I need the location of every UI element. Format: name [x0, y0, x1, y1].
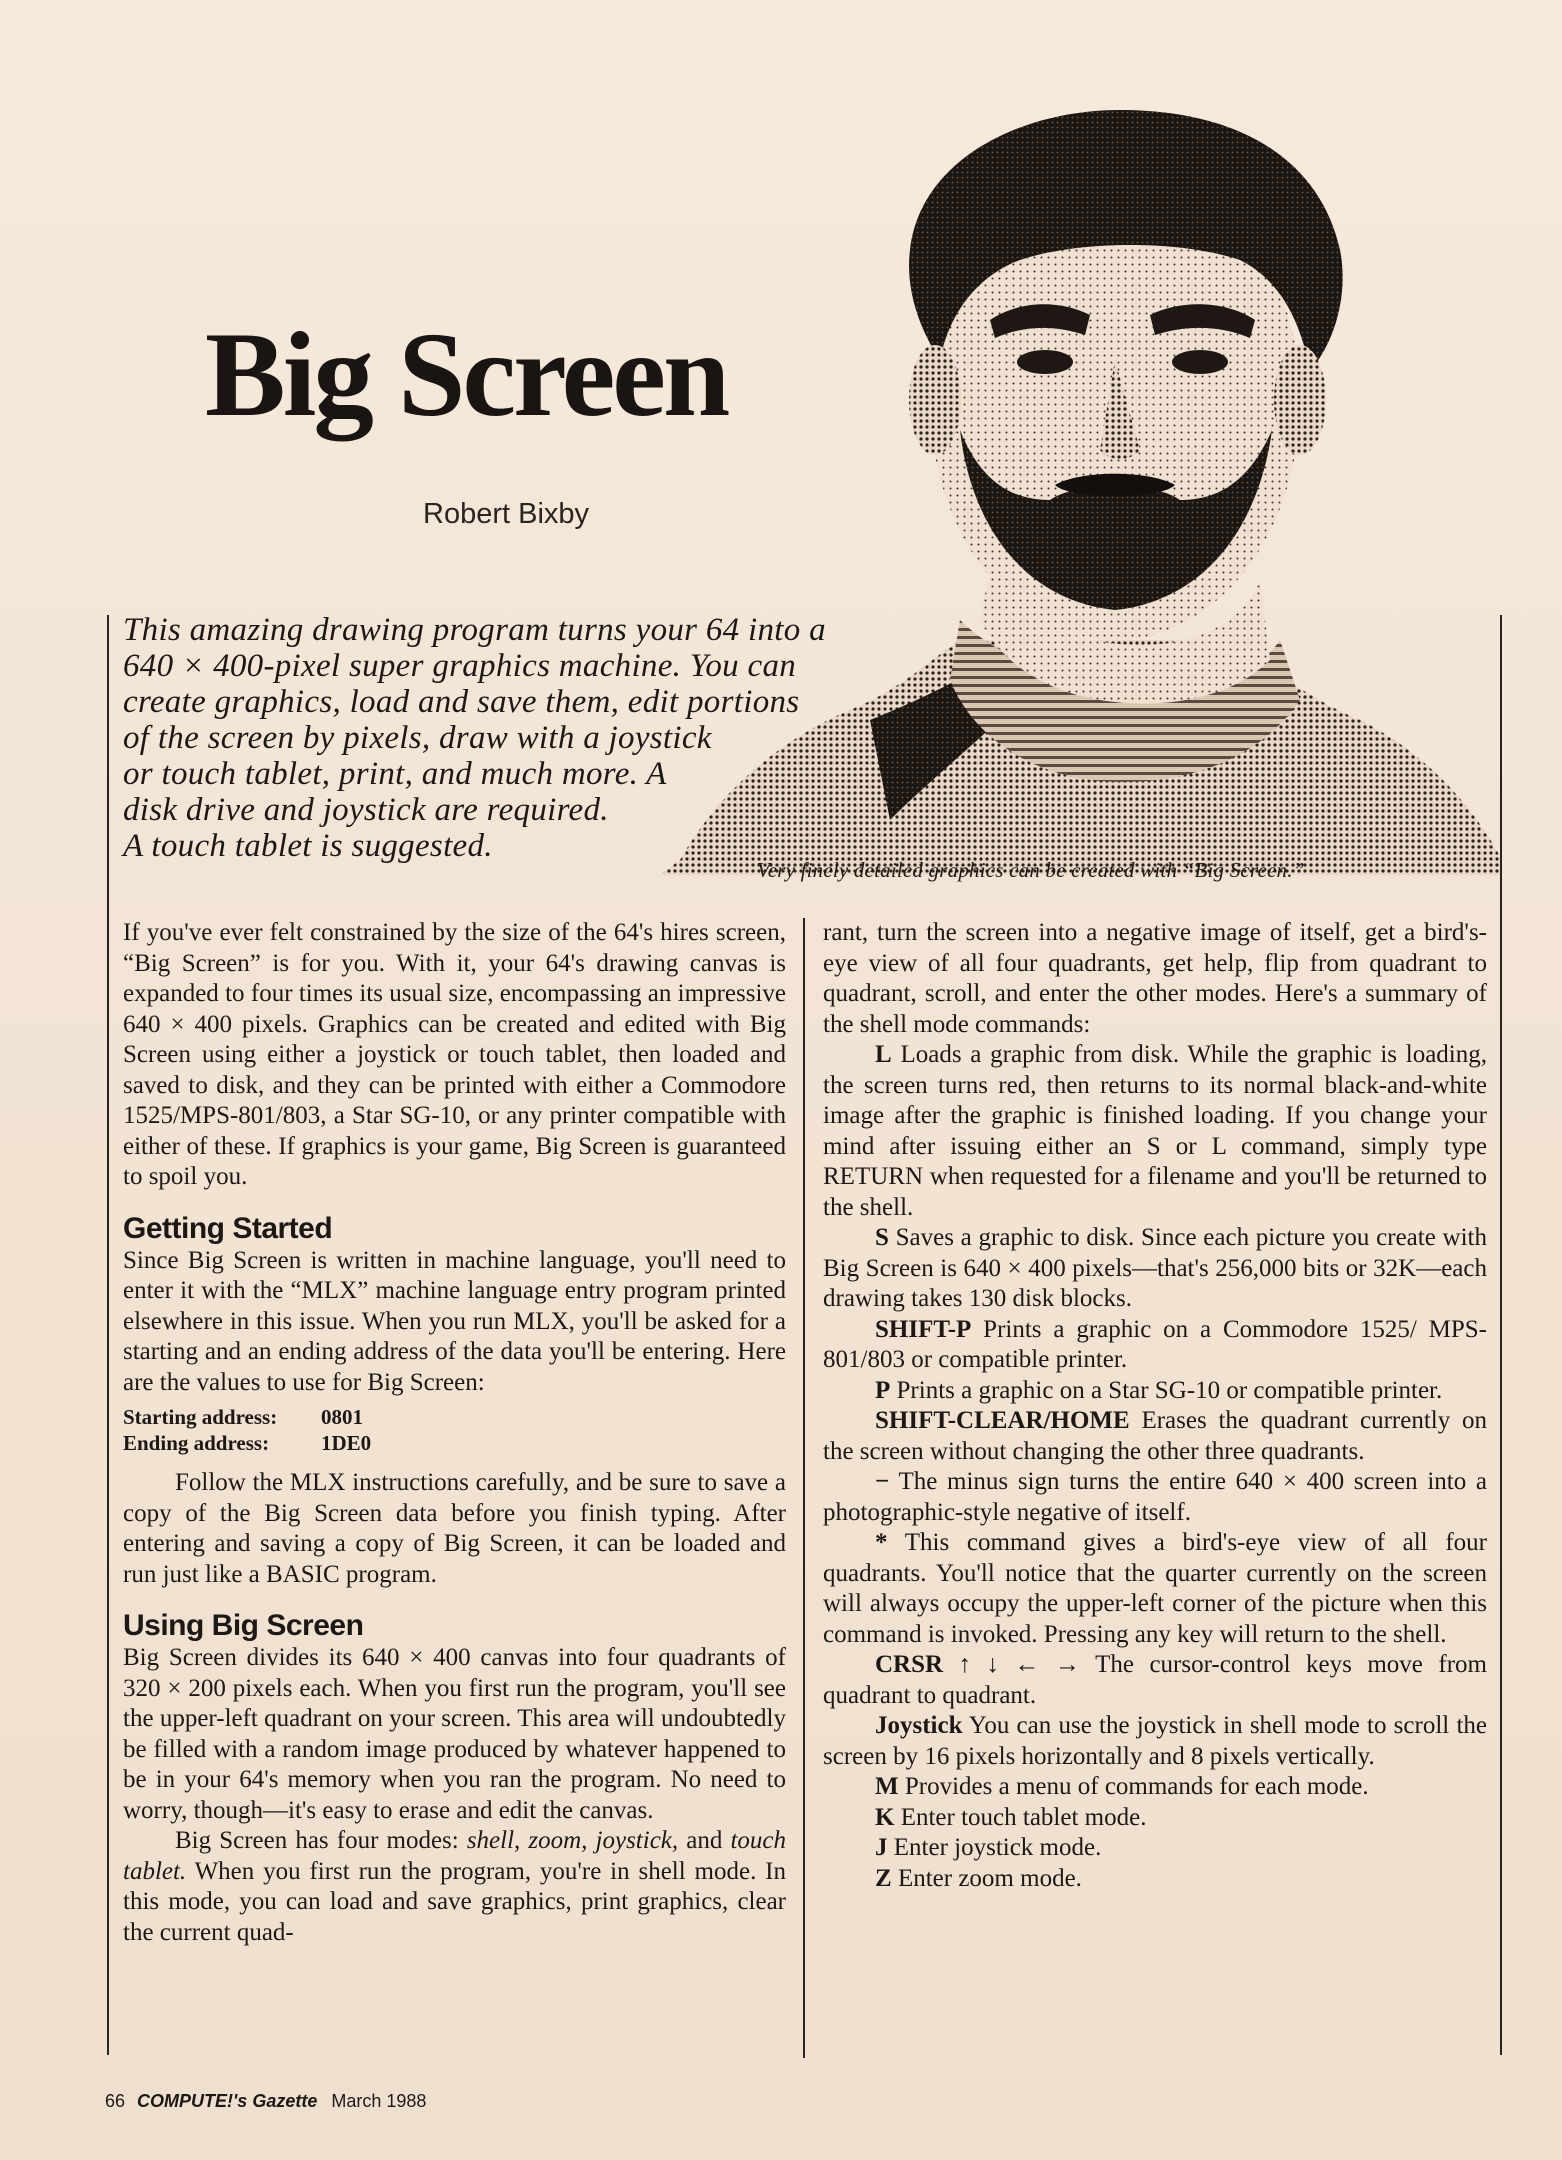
- command-desc: Provides a menu of commands for each mode.: [898, 1773, 1369, 1800]
- text-run: and: [678, 1827, 731, 1854]
- command-key: *: [875, 1529, 888, 1556]
- command-desc: Loads a graphic from disk. While the graphic is loading, the screen turns red, then returns to its normal black-and-white image after the graphic is finished loading. If you change your mind after issuing either an S or L command, simply type RETURN when requested for a filename and you'll be returned to the shell.: [823, 1041, 1487, 1221]
- section-heading: Getting Started: [123, 1211, 333, 1245]
- text-run-italic: touch tablet.: [123, 1827, 786, 1885]
- command-key: CRSR: [875, 1651, 944, 1678]
- paragraph: Big Screen divides its 640 × 400 canvas into four quadrants of 320 × 200 pixels each. When you first run the program, you'll see the upper-left quadrant on your screen. This area will undoubtedly be filled with a random image produced by whatever happened to be in your 64's memory when you ran the program. No need to worry, though—it's easy to erase and edit the canvas.: [123, 1644, 786, 1824]
- command-entry: [823, 1772, 1487, 1803]
- command-key: SHIFT-CLEAR/HOME: [875, 1407, 1130, 1434]
- command-key: J: [875, 1834, 888, 1861]
- column-divider: [803, 918, 805, 2058]
- command-entry: [823, 1376, 1487, 1407]
- command-desc: The minus sign turns the entire 640 × 400 screen into a photographic-style negative of itself.: [823, 1468, 1487, 1526]
- paragraph: If you've ever felt constrained by the size of the 64's hires screen, “Big Screen” is for you. With it, your 64's drawing canvas is expanded to four times its usual size, encompassing an impressive 640 × 400 pixels. Graphics can be created and edited with Big Screen using either a joystick or touch tablet, then loaded and saved to disk, and they can be printed with either a Commodore 1525/MPS-801/803, a Star SG-10, or any printer compatible with either of these. If graphics is your game, Big Screen is guaranteed to spoil you.: [123, 919, 786, 1190]
- command-entry: [823, 1406, 1487, 1467]
- intro-line: or touch tablet, print, and much more. A: [123, 756, 667, 792]
- command-desc: Enter joystick mode.: [887, 1834, 1102, 1861]
- command-entry: [823, 1833, 1487, 1864]
- intro-deck: [123, 612, 883, 864]
- command-desc: Prints a graphic on a Star SG-10 or compatible printer.: [890, 1376, 1443, 1404]
- command-desc: This command gives a bird's-eye view of all four quadrants. You'll notice that the quarter currently on the screen will always occupy the upper-left corner of the picture when this command is invoked. Pressing any key will return to the shell.: [823, 1529, 1487, 1648]
- address-label: Ending address:: [123, 1431, 270, 1455]
- intro-line: This amazing drawing program turns your 64 into a: [123, 612, 826, 648]
- section-heading: Using Big Screen: [123, 1609, 364, 1642]
- text-run: When you first run the program, you're in shell mode. In this mode, you can load and save graphics, print graphics, clear the current quad-: [123, 1857, 786, 1946]
- command-desc: Enter zoom mode.: [891, 1864, 1082, 1892]
- mode-command-list: [823, 1772, 1487, 1894]
- paragraph: [123, 1826, 786, 1948]
- intro-line: A touch tablet is suggested.: [123, 828, 493, 864]
- address-table: [123, 1404, 786, 1456]
- intro-line: of the screen by pixels, draw with a joystick: [123, 720, 712, 756]
- address-row: [123, 1404, 786, 1430]
- command-key: SHIFT-P: [875, 1315, 972, 1343]
- command-entry: [823, 1467, 1487, 1528]
- command-key: K: [875, 1803, 895, 1831]
- command-desc: Erases the quadrant currently on the screen without changing the other three quadrants.: [823, 1407, 1487, 1465]
- right-column: [823, 918, 1487, 1894]
- command-desc: You can use the joystick in shell mode to scroll the screen by 16 pixels horizontally and 8 pixels vertically.: [823, 1712, 1487, 1770]
- author-byline: Robert Bixby: [423, 498, 590, 530]
- photo-caption: Very finely detailed graphics can be created with “Big Screen.”: [757, 858, 1305, 882]
- command-entry: [823, 1803, 1487, 1834]
- command-entry: [823, 1711, 1487, 1772]
- command-entry: [823, 1040, 1487, 1223]
- command-entry: [823, 1528, 1487, 1650]
- text-run: Big Screen has four modes:: [175, 1827, 467, 1854]
- command-key: L: [875, 1041, 892, 1068]
- paragraph: rant, turn the screen into a negative image of itself, get a bird's-eye view of all four quadrants, get help, flip from quadrant to quadrant, scroll, and enter the other modes. Here's a summary of the shell mode commands:: [823, 919, 1487, 1038]
- command-key: S: [875, 1224, 889, 1251]
- intro-rule-right: [1500, 615, 1502, 2055]
- command-key: M: [875, 1773, 899, 1800]
- intro-line: create graphics, load and save them, edit portions: [123, 684, 800, 720]
- left-column: [123, 918, 786, 1948]
- text-run-italic: shell, zoom, joystick,: [466, 1827, 679, 1854]
- publication-name: COMPUTE!'s Gazette: [137, 2091, 318, 2111]
- command-desc: Prints a graphic on a Commodore 1525/ MPS-801/803 or compatible printer.: [823, 1315, 1487, 1373]
- command-entry: [823, 1223, 1487, 1315]
- command-desc: Saves a graphic to disk. Since each picture you create with Big Screen is 640 × 400 pixels—that's 256,000 bits or 32K—each drawing takes 130 disk blocks.: [823, 1224, 1487, 1312]
- address-row: [123, 1430, 786, 1456]
- article-title: Big Screen: [205, 308, 728, 442]
- intro-rule-left: [107, 615, 109, 2055]
- command-key: −: [875, 1468, 890, 1495]
- arrow-keys: ↑ ↓ ← →: [943, 1651, 1081, 1678]
- page-footer: [105, 2091, 426, 2112]
- command-entry: [823, 1315, 1487, 1376]
- address-value: 1DE0: [321, 1431, 372, 1455]
- command-entry: [823, 1864, 1487, 1895]
- address-label: Starting address:: [123, 1405, 278, 1429]
- command-key: P: [875, 1376, 891, 1404]
- intro-line: 640 × 400-pixel super graphics machine. You can: [123, 648, 797, 684]
- issue-date: March 1988: [331, 2091, 427, 2111]
- command-key: Joystick: [875, 1712, 963, 1739]
- address-value: 0801: [321, 1405, 363, 1429]
- command-desc: The cursor-control keys move from quadrant to quadrant.: [823, 1651, 1487, 1709]
- command-entry: [823, 1650, 1487, 1711]
- paragraph: Since Big Screen is written in machine language, you'll need to enter it with the “MLX” machine language entry program printed elsewhere in this issue. When you run MLX, you'll be asked for a starting and an ending address of the data you'll be entering. Here are the values to use for Big Screen:: [123, 1246, 786, 1396]
- command-key: Z: [875, 1864, 892, 1892]
- intro-line: disk drive and joystick are required.: [123, 792, 609, 828]
- page-number: 66: [105, 2091, 126, 2111]
- paragraph: Follow the MLX instructions carefully, and be sure to save a copy of the Big Screen data before you finish typing. After entering and saving a copy of Big Screen, it can be loaded and run just like a BASIC program.: [123, 1469, 786, 1588]
- command-desc: Enter touch tablet mode.: [894, 1803, 1147, 1831]
